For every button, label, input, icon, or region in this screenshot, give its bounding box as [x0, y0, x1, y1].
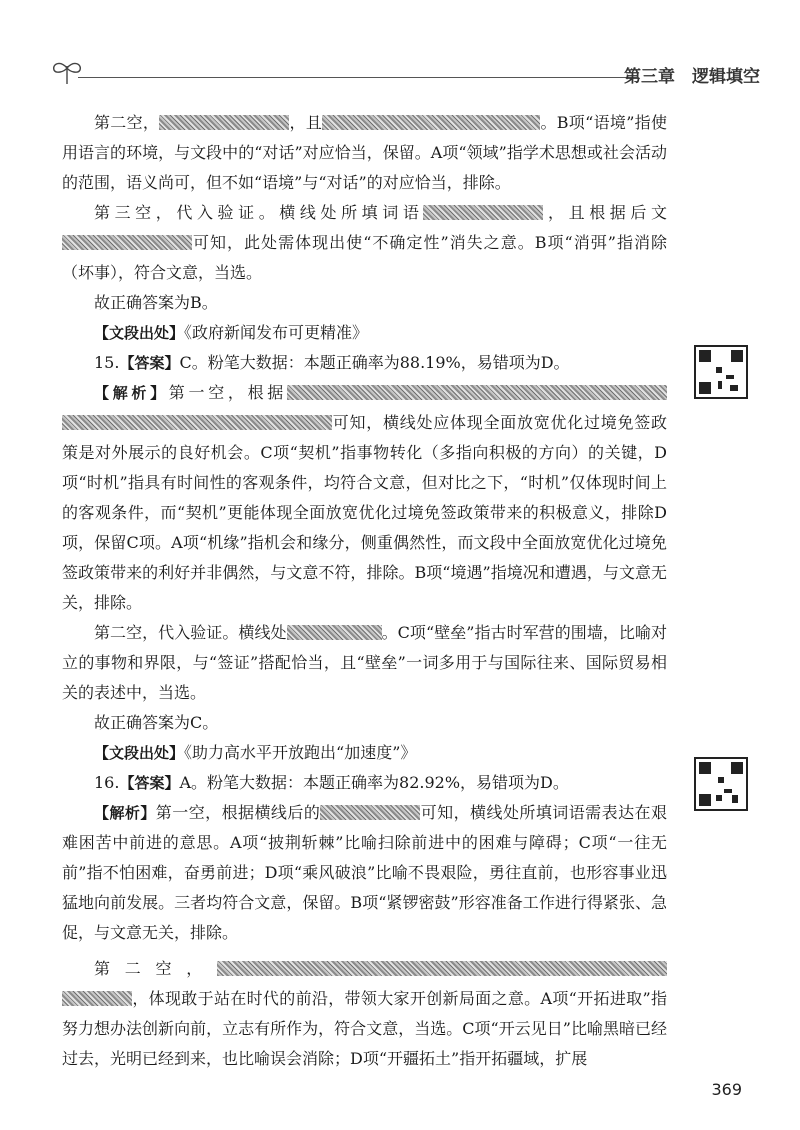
answer-tag: 【答案】: [119, 354, 180, 372]
chapter-title: 第三章 逻辑填空: [624, 67, 760, 87]
text: 可知，此处需体现出使“不确定性”消失之意。B项“消弭”指消除（坏事），符合文意，当选。: [62, 233, 667, 282]
redacted-text: [287, 385, 667, 400]
redacted-text: [322, 115, 540, 130]
section-tag: 【文段出处】: [94, 744, 185, 762]
redacted-text: [62, 235, 192, 250]
paragraph: [62, 798, 667, 948]
paragraph: [62, 198, 667, 288]
redacted-text: [62, 415, 332, 430]
redacted-text: [217, 961, 667, 976]
page-number: 369: [711, 1080, 742, 1099]
paragraph: [62, 954, 667, 1074]
leaf-icon: [50, 56, 84, 86]
header-rule: [78, 77, 638, 78]
text: 可知，横线处所填词语需表达在艰难困苦中前进的意思。A项“披荆斩棘”比喻扫除前进中的困难与障碍；C项“一往无前”指不怕困难，奋勇前进；D项“乘风破浪”比喻不畏艰险，勇往直前，也形容事业迅猛地向前发展。三者均符合文意，保留。B项“紧锣密鼓”形容准备工作进行得紧张、急促，与文意无关，排除。: [62, 803, 667, 942]
paragraph: [62, 318, 667, 348]
page-header: [40, 50, 760, 90]
paragraph: [62, 348, 667, 378]
section-tag: 【文段出处】: [94, 324, 185, 342]
redacted-text: [287, 625, 382, 640]
paragraph: 故正确答案为B。: [94, 293, 218, 312]
question-number: 16.: [94, 773, 120, 792]
text: ，体现敢于站在时代的前沿，带领大家开创新局面之意。A项“开拓进取”指努力想办法创新向前，立志有所作为，符合文意，当选。C项“开云见日”比喻黑暗已经过去，光明已经到来，也比喻误会消除；D项“开疆拓土”指开拓疆域，扩展: [62, 989, 667, 1068]
paragraph: [62, 768, 667, 798]
paragraph: [62, 378, 667, 618]
paragraph: [62, 618, 667, 708]
redacted-text: [320, 805, 420, 820]
source-title: 《助力高水平开放跑出“加速度”》: [184, 743, 417, 762]
qr-code-icon[interactable]: [694, 345, 748, 399]
text: 第二空，代入验证。横线处: [94, 623, 287, 642]
text: 第二空，: [94, 959, 217, 978]
text: ，且: [289, 113, 323, 132]
redacted-text: [62, 991, 132, 1006]
analysis-tag: 【解析】: [94, 804, 156, 822]
redacted-text: [159, 115, 289, 130]
text: 可知，横线处应体现全面放宽优化过境免签政策是对外展示的良好机会。C项“契机”指事物转化（多指向积极的方向）的关键，D项“时机”指具有时间性的客观条件，均符合文意，但对比之下，“时机”仅体现时间上的客观条件，而“契机”更能体现全面放宽优化过境免签政策带来的积极意义，排除D项，保留C项。A项“机缘”指机会和缘分，侧重偶然性，而文段中全面放宽优化过境免签政策带来的利好并非偶然，与文意不符，排除。B项“境遇”指境况和遭遇，与文意无关，排除。: [62, 413, 667, 612]
text: 第二空，: [94, 113, 160, 132]
answer-tag: 【答案】: [119, 774, 180, 792]
answer-text: A。粉笔大数据：本题正确率为82.92%，易错项为D。: [179, 773, 569, 792]
paragraph: [62, 738, 667, 768]
qr-code-icon[interactable]: [694, 757, 748, 811]
analysis-tag: 【解析】: [94, 384, 169, 402]
text: ，且根据后文: [543, 203, 667, 222]
text: 。C项“壁垒”指古时军营的围墙，比喻对立的事物和界限，与“签证”搭配恰当，且“壁垒”一词多用于与国际往来、国际贸易相关的表述中，当选。: [62, 623, 667, 702]
text: 第三空，代入验证。横线处所填词语: [94, 203, 424, 222]
answer-text: C。粉笔大数据：本题正确率为88.19%，易错项为D。: [179, 353, 570, 372]
question-number: 15.: [94, 353, 120, 372]
paragraph: [62, 108, 667, 198]
page-body: [62, 108, 667, 1074]
redacted-text: [423, 205, 543, 220]
text: 第一空，根据横线后的: [155, 803, 321, 822]
text: 第一空，根据: [168, 383, 287, 402]
paragraph: 故正确答案为C。: [94, 713, 219, 732]
text: 。B项“语境”指使用语言的环境，与文段中的“对话”对应恰当，保留。A项“领域”指学术思想或社会活动的范围，语义尚可，但不如“语境”与“对话”的对应恰当，排除。: [62, 113, 667, 192]
source-title: 《政府新闻发布可更精准》: [184, 323, 369, 342]
